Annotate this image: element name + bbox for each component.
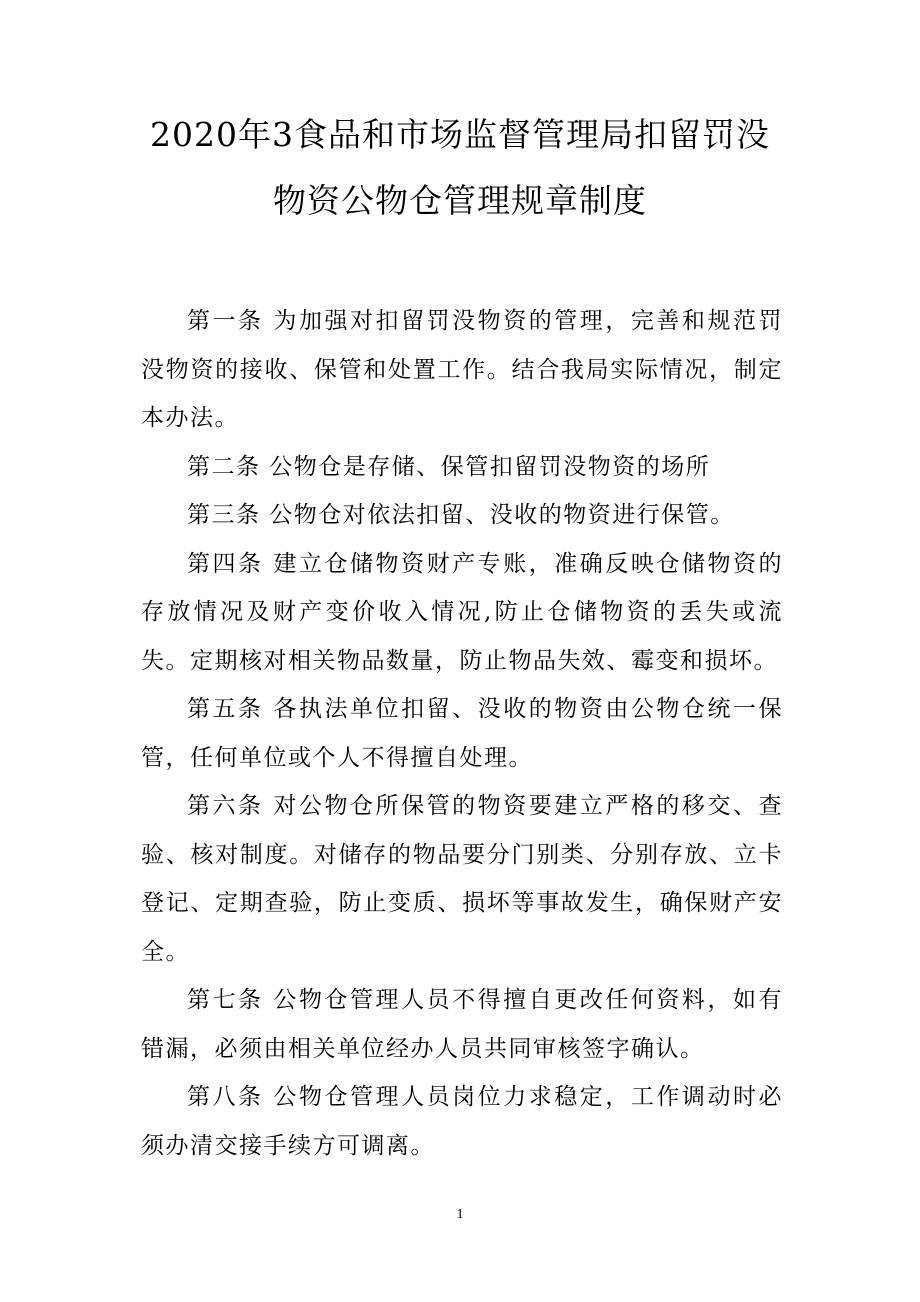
document-title-line-2: 物资公物仓管理规章制度 [273,181,647,220]
article-6: 第六条 对公物仓所保管的物资要建立严格的移交、查验、核对制度。对储存的物品要分门别类、分别存放、立卡登记、定期查验，防止变质、损坏等事故发生，确保财产安全。 [141,793,783,965]
document-title-line-1: 2020年3食品和市场监督管理局扣留罚没 [150,115,770,154]
page-number: 1 [456,1207,464,1222]
article-8: 第八条 公物仓管理人员岗位力求稳定，工作调动时必须办清交接手续方可调离。 [141,1084,783,1159]
article-3: 第三条 公物仓对依法扣留、没收的物资进行保管。 [187,502,735,528]
article-4: 第四条 建立仓储物资财产专账，准确反映仓储物资的存放情况及财产变价收入情况,防止仓储物资的丢失或流失。定期核对相关物品数量，防止物品失效、霉变和损坏。 [141,550,783,674]
article-1: 第一条 为加强对扣留罚没物资的管理，完善和规范罚没物资的接收、保管和处置工作。结合我局实际情况，制定本办法。 [141,308,783,431]
article-5: 第五条 各执法单位扣留、没收的物资由公物仓统一保管，任何单位或个人不得擅自处理。 [141,696,783,771]
document-body [141,297,783,1170]
article-2: 第二条 公物仓是存储、保管扣留罚没物资的场所 [187,453,711,480]
article-7: 第七条 公物仓管理人员不得擅自更改任何资料，如有错漏，必须由相关单位经办人员共同审核签字确认。 [141,987,783,1062]
